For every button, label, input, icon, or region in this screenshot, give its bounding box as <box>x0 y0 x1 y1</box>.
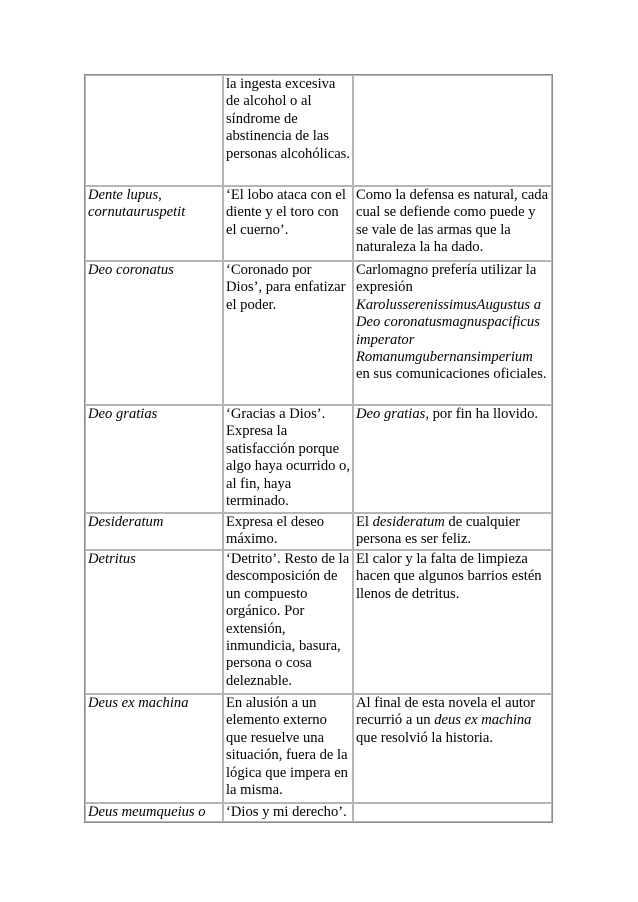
example-cell <box>353 75 552 186</box>
example-text: Carlomagno prefería utilizar la expresión <box>356 262 537 296</box>
example-italic-text: deus ex machina <box>434 712 532 729</box>
example-italic-text: KarolusserenissimusAugustus a Deo coronatusmagnuspacificus imperator Romanumgubernansimperium <box>356 296 542 366</box>
example-cell <box>353 550 552 694</box>
meaning-cell: ‘Dios y mi derecho’. <box>223 803 353 822</box>
example-text: El calor y la falta de limpieza hacen que algunos barrios estén llenos de detritus. <box>356 551 542 602</box>
example-text: Al final de esta novela el autor recurrió a un <box>356 695 536 729</box>
meaning-cell: ‘Coronado por Dios’, para enfatizar el poder. <box>223 261 353 405</box>
example-cell <box>353 803 552 822</box>
example-cell <box>353 186 552 261</box>
term-cell: Deo gratias <box>85 405 223 513</box>
latin-expressions-table <box>84 74 553 823</box>
term-cell: Desideratum <box>85 513 223 550</box>
example-text-end: , por fin ha llovido. <box>425 406 539 422</box>
term-cell: Deus meumqueius o <box>85 803 223 822</box>
term-cell: Deus ex machina <box>85 694 223 803</box>
example-italic-text: desideratum <box>372 514 445 530</box>
example-text: Como la defensa es natural, cada cual se defiende como puede y se vale de las armas que la naturaleza la ha dado. <box>356 187 549 256</box>
term-cell: Deo coronatus <box>85 261 223 405</box>
meaning-cell: Expresa el deseo máximo. <box>223 513 353 550</box>
meaning-cell: ‘El lobo ataca con el diente y el toro con el cuerno’. <box>223 186 353 261</box>
example-text-end: en sus comunicaciones oficiales. <box>356 366 547 383</box>
example-cell <box>353 261 552 405</box>
table-row <box>85 550 552 694</box>
term-cell: Dente lupus, cornutauruspetit <box>85 186 223 261</box>
term-cell <box>85 75 223 186</box>
table-row <box>85 694 552 803</box>
example-cell <box>353 513 552 550</box>
example-text-end: que resolvió la historia. <box>356 729 493 746</box>
meaning-cell: ‘Gracias a Dios’. Expresa la satisfacción porque algo haya ocurrido o, al fin, haya terminado. <box>223 405 353 513</box>
term-cell: Detritus <box>85 550 223 694</box>
table-row <box>85 405 552 513</box>
example-italic-text: Deo gratias <box>356 406 426 422</box>
example-cell <box>353 405 552 513</box>
table-row <box>85 75 552 186</box>
example-cell <box>353 694 552 803</box>
meaning-cell: En alusión a un elemento externo que resuelve una situación, fuera de la lógica que impera en la misma. <box>223 694 353 803</box>
table-row <box>85 261 552 405</box>
table-row <box>85 186 552 261</box>
table-row <box>85 513 552 550</box>
table-row <box>85 803 552 822</box>
example-text: El <box>356 514 373 530</box>
meaning-cell: la ingesta excesiva de alcohol o al síndrome de abstinencia de las personas alcohólicas. <box>223 75 353 186</box>
example-text-end: de cualquier persona es ser feliz. <box>356 514 521 548</box>
meaning-cell: ‘Detrito’. Resto de la descomposición de un compuesto orgánico. Por extensión, inmundicia, basura, persona o cosa deleznable. <box>223 550 353 694</box>
